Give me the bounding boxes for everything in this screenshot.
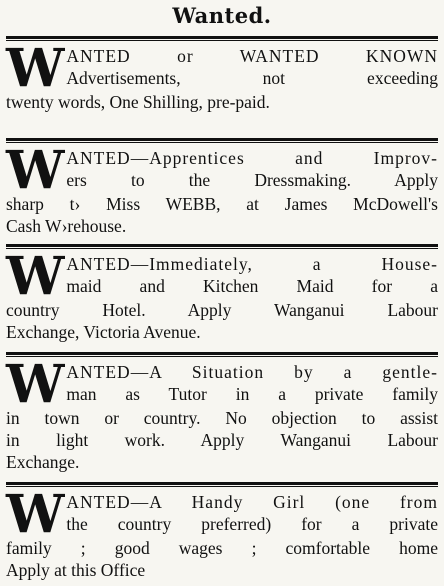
ad-line: man as Tutor in a private family (66, 384, 438, 404)
ad-text (4, 140, 440, 237)
classified-ad (4, 130, 440, 240)
ad-line: in light work. Apply Wanganui Labour (6, 430, 438, 450)
ad-line: in town or country. No objection to assist (6, 408, 438, 428)
ad-line: ANTED—Apprentices and Improv- (66, 148, 438, 168)
classified-ad (4, 348, 440, 478)
ad-line: Cash W›rehouse. (6, 216, 127, 236)
ad-line: Exchange. (6, 452, 80, 472)
section-heading: Wanted. (172, 3, 272, 28)
classified-ad (4, 478, 440, 583)
classified-ad (4, 240, 440, 348)
ad-line: Advertisements, not exceeding (66, 68, 438, 88)
classified-ad (4, 30, 440, 130)
ad-line: country Hotel. Apply Wanganui Labour (6, 300, 438, 320)
ad-text (4, 38, 440, 113)
ad-line: ANTED—A Situation by a gentle- (66, 362, 438, 382)
ad-line: maid and Kitchen Maid for a (66, 276, 438, 296)
ad-line: ers to the Dressmaking. Apply (66, 170, 438, 190)
ad-text (4, 246, 440, 343)
ad-line: Exchange, Victoria Avenue. (6, 322, 201, 342)
ad-line: ANTED or WANTED KNOWN (66, 46, 438, 66)
ad-line: the country preferred) for a private (66, 514, 438, 534)
ad-line: family ; good wages ; comfortable home (6, 538, 438, 558)
drop-cap: W (6, 246, 63, 307)
drop-cap: W (6, 38, 63, 99)
drop-cap: W (6, 354, 63, 415)
ad-text (4, 484, 440, 581)
ad-line: ANTED—A Handy Girl (one from (66, 492, 438, 512)
ad-text (4, 354, 440, 473)
ad-line: twenty words, One Shilling, pre-paid. (6, 92, 270, 112)
ad-line: Apply at this Office (6, 560, 146, 580)
drop-cap: W (6, 484, 63, 545)
ad-line: sharp t› Miss WEBB, at James McDowell's (6, 194, 438, 214)
ad-line: ANTED—Immediately, a House- (66, 254, 438, 274)
drop-cap: W (6, 140, 63, 201)
